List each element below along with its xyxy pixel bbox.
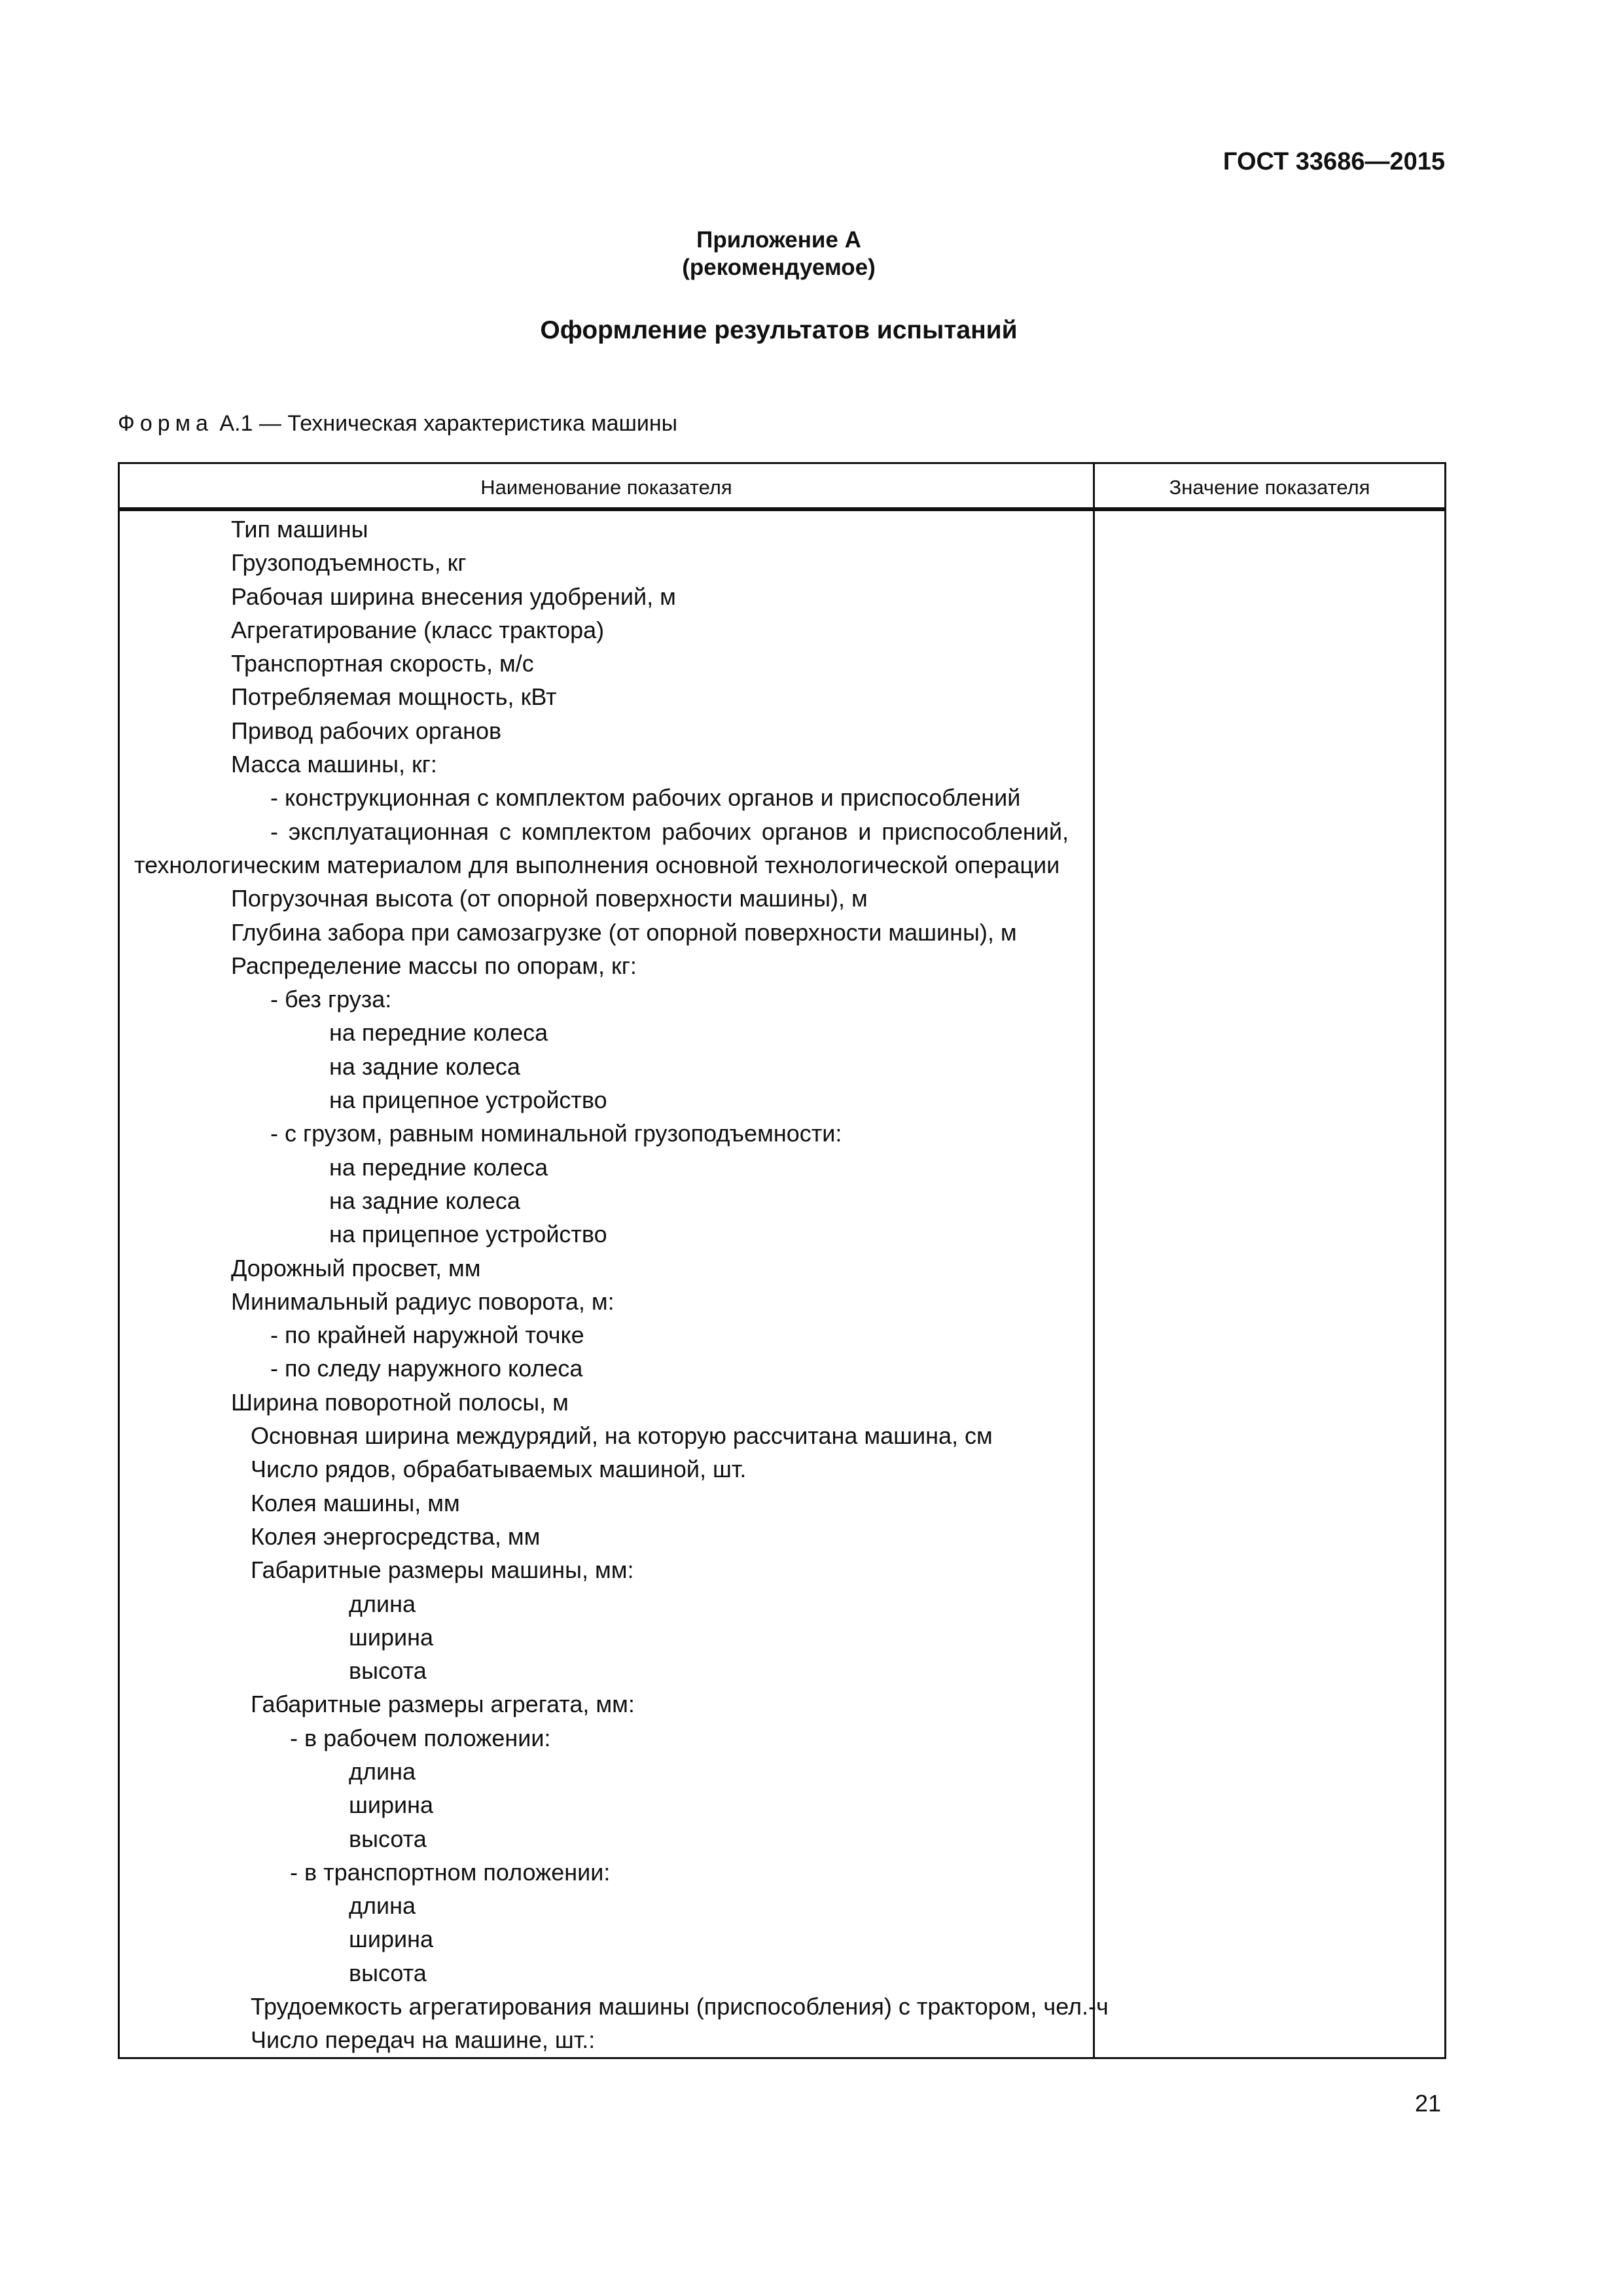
appendix-heading: [0, 226, 1558, 281]
column-header-value: Значение показателя: [1169, 476, 1370, 499]
table-row: Колея машины, мм: [251, 1489, 460, 1516]
table-row: ширина: [349, 1791, 434, 1819]
table-row: длина: [349, 1590, 416, 1617]
table-row: Габаритные размеры машины, мм:: [251, 1556, 634, 1584]
table-row: Минимальный радиус поворота, м:: [231, 1287, 615, 1315]
table-row: Погрузочная высота (от опорной поверхности машины), м: [231, 885, 868, 912]
column-divider: [1093, 464, 1095, 2057]
appendix-status: (рекомендуемое): [682, 255, 876, 280]
table-row: - в рабочем положении:: [290, 1724, 551, 1751]
header-double-rule: [120, 507, 1444, 511]
form-label: Форма: [118, 411, 213, 436]
table-row: - по следу наружного колеса: [270, 1355, 583, 1382]
table-row: Габаритные размеры агрегата, мм:: [251, 1691, 635, 1718]
table-row: технологическим материалом для выполнения основной технологической операции: [134, 851, 1060, 878]
table-row: Трудоемкость агрегатирования машины (приспособления) с трактором, чел.-ч: [251, 1993, 1109, 2020]
table-row: Потребляемая мощность, кВт: [231, 683, 557, 711]
table-row: на передние колеса: [329, 1153, 548, 1181]
table-row: Дорожный просвет, мм: [231, 1254, 481, 1282]
table-row: Транспортная скорость, м/с: [231, 650, 534, 677]
table-row: ширина: [349, 1623, 434, 1651]
table-row: Масса машины, кг:: [231, 751, 437, 778]
form-title: А.1 — Техническая характеристика машины: [219, 411, 678, 436]
table-row: на задние колеса: [329, 1052, 520, 1080]
table-row: Распределение массы по опорам, кг:: [231, 952, 637, 979]
table-row: - без груза:: [270, 986, 392, 1013]
table-row: Основная ширина междурядий, на которую рассчитана машина, см: [251, 1422, 993, 1450]
table-row: на передние колеса: [329, 1019, 548, 1047]
table-row: на задние колеса: [329, 1187, 520, 1214]
table-row: - эксплуатационная с комплектом рабочих органов и приспособлений,: [270, 817, 1069, 845]
table-row: - в транспортном положении:: [290, 1858, 611, 1886]
page-number: 21: [1414, 2090, 1441, 2117]
table-row: - по крайней наружной точке: [270, 1321, 584, 1349]
table-row: Глубина забора при самозагрузке (от опорной поверхности машины), м: [231, 918, 1017, 946]
characteristics-table: [118, 462, 1446, 2059]
table-row: Грузоподъемность, кг: [231, 549, 467, 577]
section-title: Оформление результатов испытаний: [540, 316, 1018, 344]
table-row: ширина: [349, 1926, 434, 1953]
table-body: [133, 512, 1109, 2057]
form-caption: [118, 411, 677, 437]
table-row: Ширина поворотной полосы, м: [231, 1388, 569, 1416]
table-row: на прицепное устройство: [329, 1221, 607, 1248]
table-row: Привод рабочих органов: [231, 717, 502, 744]
table-row: высота: [349, 1959, 427, 1986]
standard-number: ГОСТ 33686—2015: [1222, 148, 1445, 175]
table-row: Колея энергосредства, мм: [251, 1522, 541, 1550]
table-row: длина: [349, 1757, 416, 1785]
table-row-text: - конструкционная с комплектом рабочих органов и приспособлений: [270, 784, 1021, 812]
table-row: - с грузом, равным номинальной грузоподъемности:: [270, 1120, 842, 1147]
table-row: Рабочая ширина внесения удобрений, м: [231, 583, 676, 610]
table-row: Число передач на машине, шт.:: [251, 2026, 596, 2054]
table-row: длина: [349, 1892, 416, 1920]
appendix-title: Приложение А: [696, 227, 861, 253]
column-header-name: Наименование показателя: [480, 476, 732, 499]
table-row: Агрегатирование (класс трактора): [231, 616, 605, 643]
table-row: высота: [349, 1657, 427, 1685]
table-row: Тип машины: [231, 516, 368, 543]
table-row: [133, 781, 1082, 814]
table-row: высота: [349, 1825, 427, 1852]
table-row: на прицепное устройство: [329, 1086, 607, 1114]
table-row: Число рядов, обрабатываемых машиной, шт.: [251, 1456, 747, 1483]
